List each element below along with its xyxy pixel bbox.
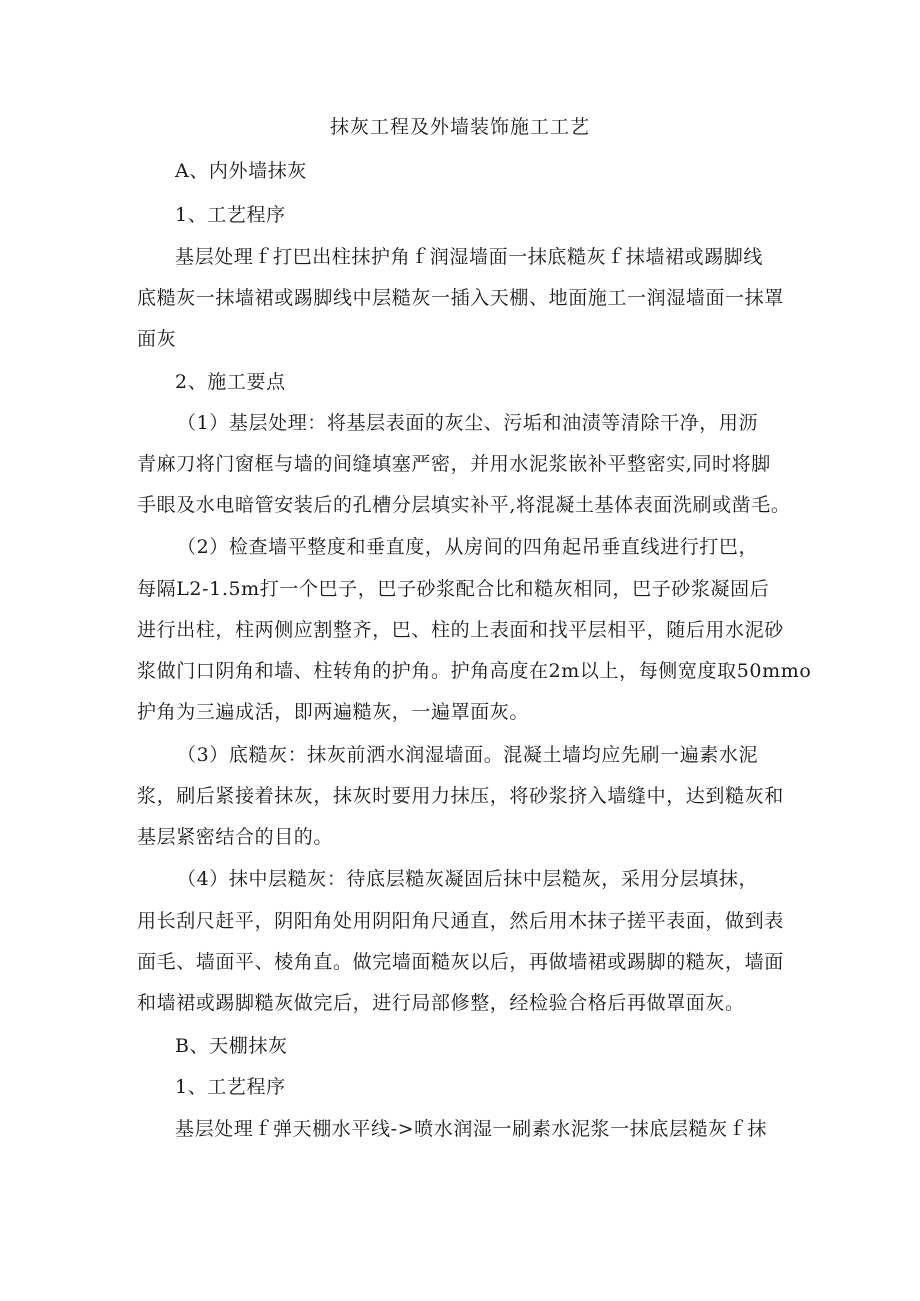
paragraph-line: 面灰	[137, 328, 177, 350]
paragraph-line: （2）检查墙平整度和垂直度，从房间的四角起吊垂直线进行打巴，	[177, 536, 759, 558]
paragraph-line: 浆，刷后紧接着抹灰，抹灰时要用力抹压，将砂浆挤入墙缝中，达到糙灰和	[137, 785, 784, 807]
document-title: 抹灰工程及外墙装饰施工工艺	[329, 116, 590, 138]
paragraph-line: 手眼及水电暗管安装后的孔槽分层填实补平,将混凝土基体表面洗刷或凿毛。	[137, 494, 791, 516]
paragraph-line: 面毛、墙面平、棱角直。做完墙面糙灰以后，再做墙裙或踢脚的糙灰，墙面	[137, 951, 784, 973]
section-heading-a: A、内外墙抹灰	[175, 160, 307, 182]
paragraph-line: 护角为三遍成活，即两遍糙灰，一遍罩面灰。	[137, 701, 530, 723]
paragraph-line: （1）基层处理：将基层表面的灰尘、污垢和油渍等清除干净，用沥	[177, 412, 759, 434]
paragraph-line: 和墙裙或踢脚糙灰做完后，进行局部修整，经检验合格后再做罩面灰。	[137, 992, 745, 1014]
subheading-process: 1、工艺程序	[175, 204, 286, 226]
section-heading-b: B、天棚抹灰	[175, 1035, 288, 1057]
paragraph-line: 进行出柱，柱两侧应割整齐，巴、柱的上表面和找平层相平，随后用水泥砂	[137, 619, 784, 641]
paragraph-line: 每隔L2-1.5m打一个巴子，巴子砂浆配合比和糙灰相同，巴子砂浆凝固后	[137, 578, 770, 600]
paragraph-line: 浆做门口阴角和墙、柱转角的护角。护角高度在2m以上，每侧宽度取50mmo	[137, 660, 812, 682]
paragraph-line: 底糙灰一抹墙裙或踢脚线中层糙灰一插入天棚、地面施工一润湿墙面一抹罩	[137, 287, 784, 309]
paragraph-line: 基层紧密结合的目的。	[137, 826, 334, 848]
subheading-process: 1、工艺程序	[175, 1076, 286, 1098]
subheading-key-points: 2、施工要点	[175, 371, 286, 393]
paragraph-line: 基层处理ｆ弹天棚水平线->喷水润湿一刷素水泥浆一抹底层糙灰ｆ抹	[175, 1118, 767, 1140]
paragraph-line: 用长刮尺赶平，阴阳角处用阴阳角尺通直，然后用木抹子搓平表面，做到表	[137, 910, 784, 932]
paragraph-line: 青麻刀将门窗框与墙的间缝填塞严密，并用水泥浆嵌补平整密实,同时将脚	[137, 453, 771, 475]
paragraph-line: （4）抹中层糙灰：待底层糙灰凝固后抹中层糙灰，采用分层填抹，	[177, 868, 759, 890]
paragraph-line: 基层处理ｆ打巴出柱抹护角ｆ润湿墙面一抹底糙灰ｆ抹墙裙或踢脚线	[175, 246, 764, 268]
paragraph-line: （3）底糙灰：抹灰前洒水润湿墙面。混凝土墙均应先刷一遍素水泥	[177, 744, 759, 766]
